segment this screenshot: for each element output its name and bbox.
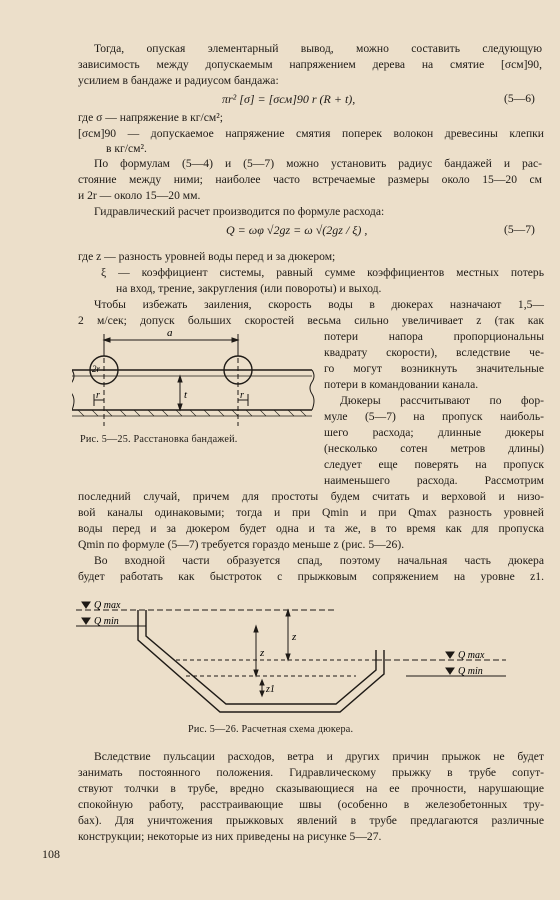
text-line: и 2r — около 15—20 мм. (78, 189, 201, 202)
page-number: 108 (42, 847, 60, 861)
figure-5-25-bandage-layout (72, 326, 322, 432)
text-line: в кг/см². (106, 142, 147, 155)
label-t: t (184, 389, 188, 401)
text-line: (несколько сотен метров длины) (324, 442, 544, 455)
label-z-lower: z (260, 647, 265, 659)
label-qmax-left: Q max (94, 600, 121, 611)
label-r-right: r (240, 390, 244, 401)
equation-number: (5—7) (504, 223, 535, 236)
text-line: вой каналы одинаковыми; тогда и при Qmin и при Qmax разность уровней (78, 506, 544, 519)
text-line: потери в командовании канала. (324, 378, 479, 391)
text-line: Во входной части образуется спад, поэтому начальная часть дюкера (94, 554, 544, 567)
equation-5-6: πr² [σ] = [σсм]90 r (R + t), (222, 92, 356, 106)
text-line: муле (5—7) на пропуск наиболь- (324, 410, 544, 423)
label-r-left: r (96, 390, 100, 401)
text-line: [σсм]90 — допускаемое напряжение смятия поперек волокон древесины клепки (78, 127, 544, 140)
figure-caption: Рис. 5—26. Расчетная схема дюкера. (188, 724, 354, 735)
text-line: квадрату скорости), вследствие че- (324, 346, 544, 359)
label-z1: z1 (266, 684, 275, 695)
figure-5-26-culvert-scheme (76, 600, 516, 730)
text-line: где z — разность уровней воды перед и за дюкером; (78, 250, 336, 263)
text-line: ξ — коэффициент системы, равный сумме коэффициентов местных потерь (101, 266, 544, 279)
text-line: бах). Для уничтожения прыжковых явлений в трубе предлагаются различные (78, 814, 544, 827)
text-line: го могут возникнуть значительные (324, 362, 544, 375)
text-line: По формулам (5—4) и (5—7) можно установить радиус бандажей и рас- (94, 157, 542, 170)
text-line: Тогда, опуская элементарный вывод, можно составить следующую (94, 42, 542, 55)
label-a: a (167, 327, 173, 339)
figure-caption: Рис. 5—25. Расстановка бандажей. (80, 434, 238, 445)
text-line: на вход, трение, закругления (или повороты) и выход. (116, 282, 382, 295)
text-line: Qmin по формуле (5—7) требуется гораздо меньше z (рис. 5—26). (78, 538, 405, 551)
equation-number: (5—6) (504, 92, 535, 105)
label-z-upper: z (292, 631, 297, 643)
text-line: 2 м/сек; допуск больших скоростей весьма сильно увеличивает z (так как (78, 314, 544, 327)
text-line: наименьшего расхода. Рассмотрим (324, 474, 544, 487)
label-2r: 2r (92, 364, 101, 374)
text-line: шего расхода; длинные дюкеры (324, 426, 544, 439)
text-line: Вследствие пульсации расходов, ветра и других причин прыжок не будет (94, 750, 544, 763)
label-qmin-left: Q min (94, 616, 119, 627)
text-line: Дюкеры рассчитывают по фор- (340, 394, 544, 407)
text-line: потери напора пропорциональны (324, 330, 544, 343)
text-line: ствуют толчки в трубе, вредно сказывающиеся на ее прочности, нарушающие (78, 782, 544, 795)
text-line: следует еще поверять на пропуск (324, 458, 544, 471)
label-qmin-right: Q min (458, 666, 483, 677)
text-line: будет работать как быстроток с прыжковым сопряжением на уровне z1. (78, 570, 544, 583)
text-line: последний случай, причем для простоты будем считать и верховой и низо- (78, 490, 544, 503)
text-line: где σ — напряжение в кг/см²; (78, 111, 223, 124)
text-line: стояние между ними; наиболее часто встречаемые размеры около 15—20 см (78, 173, 542, 186)
text-line: усилием в бандаже и радиусом бандажа: (78, 74, 279, 87)
text-line: конструкции; некоторые из них приведены на рисунке 5—27. (78, 830, 382, 843)
text-line: спокойную работу, расстраивающие швы (особенно в железобетонных тру- (78, 798, 544, 811)
text-line: Чтобы избежать заиления, скорость воды в дюкерах назначают 1,5— (94, 298, 544, 311)
text-line: зависимость между допускаемым напряжением дерева на смятие [σсм]90, (78, 58, 542, 71)
equation-5-7: Q = ωφ √2gz = ω √(2gz / ξ) , (226, 223, 368, 237)
text-line: воды перед и за дюкером будет одна и та же, в то время как для пропуска (78, 522, 544, 535)
label-qmax-right: Q max (458, 650, 485, 661)
text-line: Гидравлический расчет производится по формуле расхода: (94, 205, 385, 218)
text-line: занимать постоянного положения. Гидравлическому прыжку в трубе сопут- (78, 766, 544, 779)
